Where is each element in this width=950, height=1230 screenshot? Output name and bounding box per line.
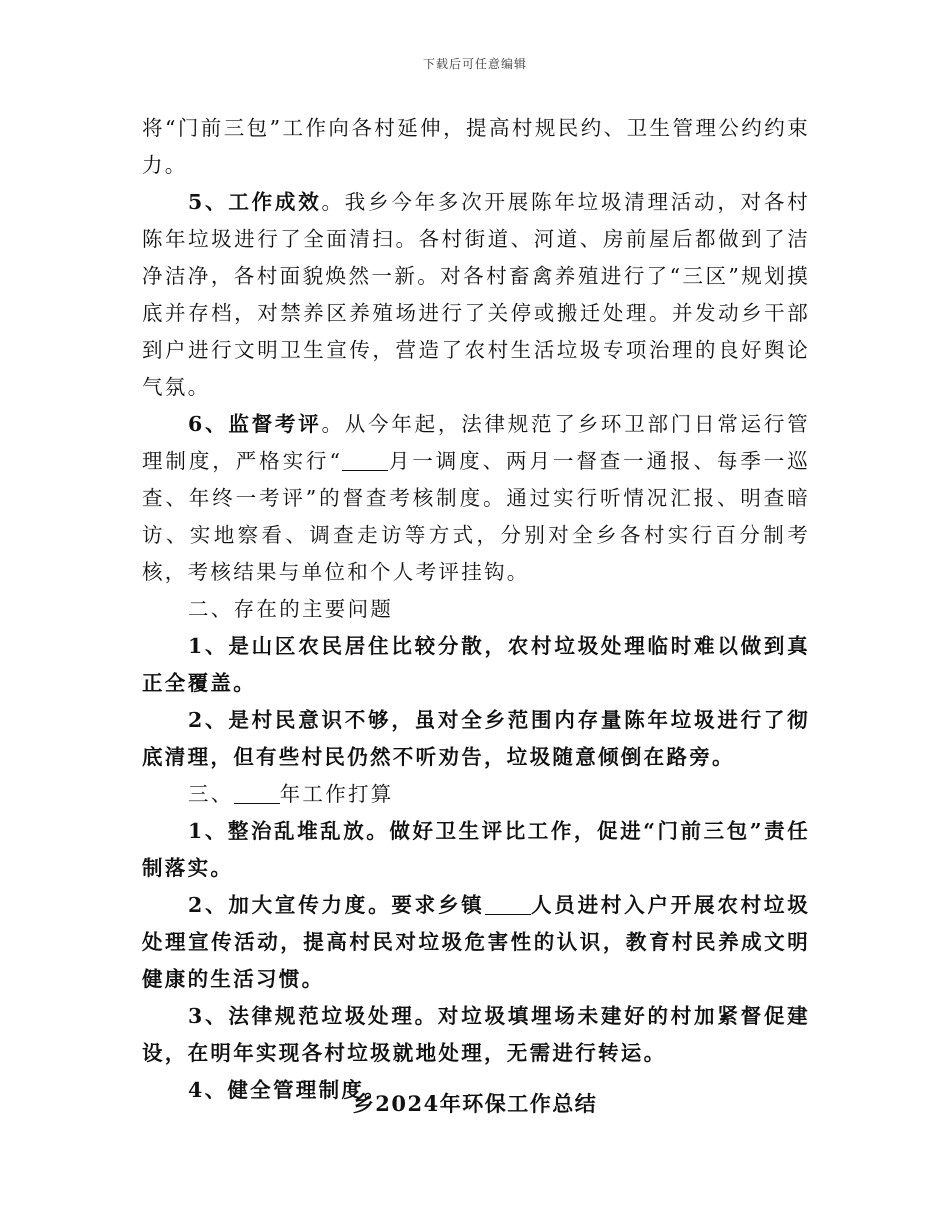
blank-line bbox=[342, 450, 388, 472]
section-plan-suffix: 年工作打算 bbox=[279, 782, 394, 806]
section-heading-plan bbox=[142, 776, 810, 813]
paragraph-continuation: 将“门前三包”工作向各村延伸，提高村规民约、卫生管理公约约束力。 bbox=[142, 116, 810, 177]
text-plan-2b: 人员进村入户开展农村垃圾处理宣传活动，提高村民对垃圾危害性的认识，教育村民养成文明健康的生活习惯。 bbox=[142, 893, 810, 991]
blank-line bbox=[234, 783, 280, 805]
page-header: 下载后可任意编辑 bbox=[422, 57, 527, 71]
document-title: 乡2024年环保工作总结 bbox=[352, 1091, 598, 1116]
paragraph-plan-1: 1、整治乱堆乱放。做好卫生评比工作，促进“门前三包”责任制落实。 bbox=[142, 819, 810, 880]
paragraph-problem-1: 1、是山区农民居住比较分散，农村垃圾处理临时难以做到真正全覆盖。 bbox=[142, 634, 810, 695]
text-plan-2a: 2、加大宣传力度。要求乡镇 bbox=[188, 893, 485, 917]
heading-supervision: 6、监督考评 bbox=[188, 412, 322, 436]
paragraph-plan-4: 4、健全管理制度。 bbox=[188, 1078, 387, 1102]
text-supervision-b: 月一调度、两月一督查一通报、每季一巡查、年终一考评”的督查考核制度。通过实行听情况汇报、明查暗访、实地察看、调查走访等方式，分别对全乡各村实行百分制考核，考核结果与单位和个人考评挂钩。 bbox=[142, 449, 810, 584]
heading-work-results: 5、工作成效 bbox=[188, 190, 322, 214]
paragraph-plan-3: 3、法律规范垃圾处理。对垃圾填埋场未建好的村加紧督促建设，在明年实现各村垃圾就地处理，无需进行转运。 bbox=[142, 1004, 810, 1065]
paragraph-work-results bbox=[142, 184, 810, 406]
document-body bbox=[142, 110, 810, 1109]
section-plan-prefix: 三、 bbox=[188, 782, 234, 806]
text-work-results: 。我乡今年多次开展陈年垃圾清理活动，对各村陈年垃圾进行了全面清扫。各村街道、河道、房前屋后都做到了洁净洁净，各村面貌焕然一新。对各村畜禽养殖进行了“三区”规划摸底并存档，对禁养区养殖场进行了关停或搬迁处理。并发动乡干部到户进行文明卫生宣传，营造了农村生活垃圾专项治理的良好舆论气氛。 bbox=[142, 190, 810, 399]
section-heading-problems: 二、存在的主要问题 bbox=[188, 597, 394, 621]
paragraph-plan-2 bbox=[142, 887, 810, 998]
paragraph-supervision bbox=[142, 406, 810, 591]
paragraph-problem-2: 2、是村民意识不够，虽对全乡范围内存量陈年垃圾进行了彻底清理，但有些村民仍然不听劝告，垃圾随意倾倒在路旁。 bbox=[142, 708, 810, 769]
blank-line bbox=[485, 894, 531, 916]
text-supervision-a: 。从今年起，法律规范了乡环卫部门日常运行管理制度，严格实行“ bbox=[142, 412, 810, 473]
